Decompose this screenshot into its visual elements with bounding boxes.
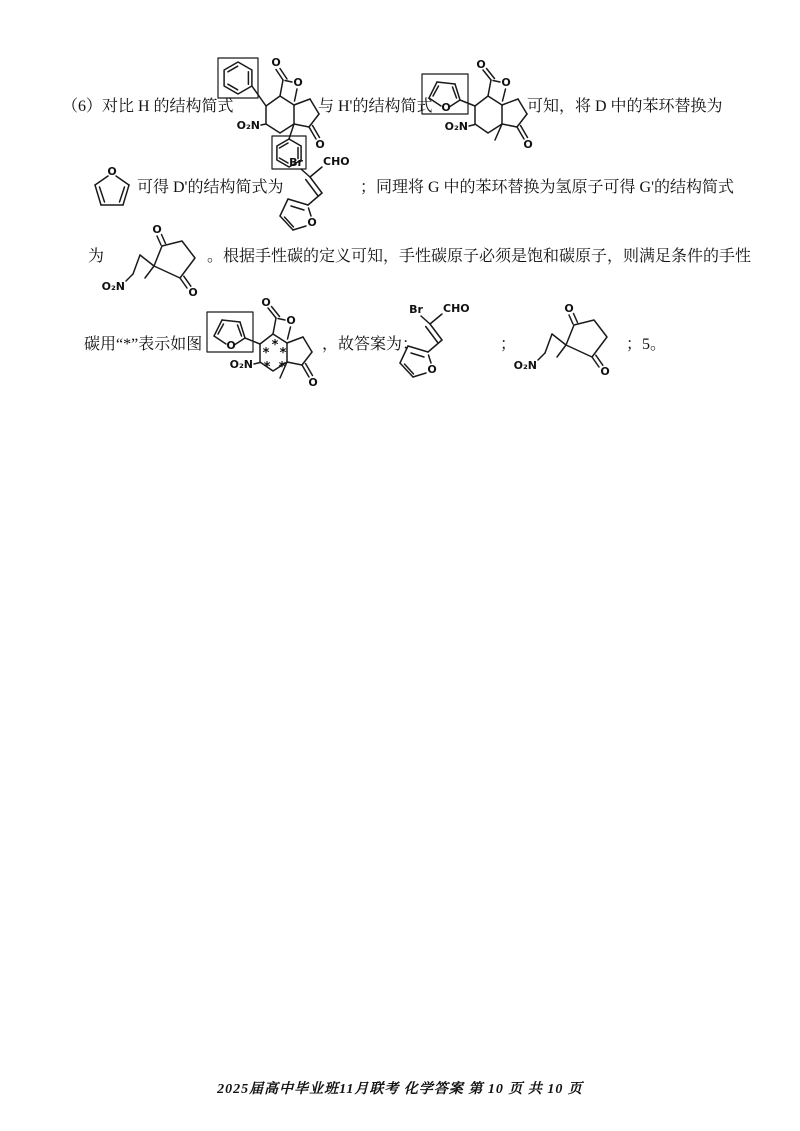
structure-g-prime-diagram (102, 224, 210, 298)
line3-prefix-text: 为 (88, 248, 105, 265)
line3-rest-text: 。根据手性碳的定义可知，手性碳原子必须是饱和碳原子，则满足条件的手性 (207, 248, 752, 265)
atom-label-nitro: O₂N (101, 280, 125, 293)
atom-label-aldehyde: CHO (443, 302, 470, 315)
cyclopentane-ring (566, 320, 607, 357)
line2-rest-text: ；同理将 G 中的苯环替换为氢原子可得 G'的结构简式 (360, 179, 734, 196)
atom-label-ketone-o: O (600, 365, 610, 378)
atom-label-furan-o: O (427, 363, 437, 376)
atom-label-furan-o: O (226, 339, 236, 352)
atom-label-bromine: Br (409, 303, 423, 316)
cyclopentane-ring (154, 241, 195, 278)
atom-label-nitro: O₂N (236, 119, 260, 132)
chiral-asterisk: * (279, 346, 287, 361)
chiral-asterisk: * (263, 360, 271, 375)
page-footer: 2025届高中毕业班11月联考 化学答案 第 10 页 共 10 页 (217, 1082, 583, 1097)
structure-d-prime-diagram (278, 150, 363, 235)
atom-label-carbonyl-o: O (476, 58, 486, 71)
atom-label-carbonyl-o: O (271, 56, 281, 69)
line1-mid-text: 与 H'的结构简式 (318, 98, 433, 115)
cyclohexane-ring (475, 96, 502, 133)
atom-label-furan-o: O (107, 165, 117, 178)
answer-g-prime-diagram (514, 303, 622, 377)
atom-label-ketone-o: O (523, 138, 533, 151)
atom-label-ketone-o: O (152, 223, 162, 236)
structure-furan-diagram (88, 163, 136, 215)
atom-label-ketone-o: O (564, 302, 574, 315)
line4-prefix-text: 碳用“*”表示如图 (84, 336, 203, 353)
atom-label-ketone-o: O (315, 138, 325, 151)
chiral-asterisk: * (262, 346, 270, 361)
atom-label-nitro: O₂N (513, 359, 537, 372)
line1-suffix-text: 可知，将 D 中的苯环替换为 (527, 98, 723, 115)
structure-chiral-marked-diagram (205, 298, 320, 394)
line1-prefix-text: （6）对比 H 的结构简式 (62, 98, 234, 115)
cyclohexane-ring (266, 96, 294, 133)
answer-d-prime-diagram (398, 297, 483, 382)
atom-label-furan-o: O (307, 216, 317, 229)
atom-label-nitro: O₂N (444, 120, 468, 133)
structure-h-prime-diagram (420, 60, 535, 156)
atom-label-ester-o: O (293, 76, 303, 89)
atom-label-ketone-o: O (188, 286, 198, 299)
atom-label-ester-o: O (286, 314, 296, 327)
line4-mid-text: ，故答案为： (322, 336, 419, 353)
line2-label-text: 可得 D'的结构简式为 (137, 179, 284, 196)
line4-separator-text: ； (500, 336, 517, 353)
atom-label-furan-o: O (441, 101, 451, 114)
atom-label-aldehyde: CHO (323, 155, 350, 168)
atom-label-ester-o: O (501, 76, 511, 89)
chiral-asterisk: * (271, 338, 279, 353)
atom-label-bromine: Br (289, 156, 303, 169)
line4-suffix-text: ；5。 (626, 336, 667, 353)
chiral-asterisk: * (278, 360, 286, 375)
atom-label-ketone-o: O (308, 376, 318, 389)
atom-label-carbonyl-o: O (261, 296, 271, 309)
atom-label-nitro: O₂N (229, 358, 253, 371)
